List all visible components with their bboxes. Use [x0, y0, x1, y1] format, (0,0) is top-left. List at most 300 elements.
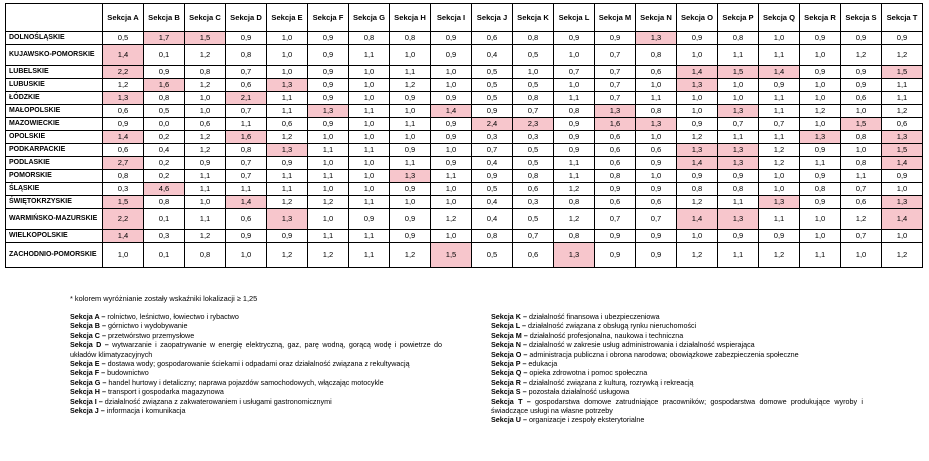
table-row [6, 45, 923, 66]
value-cell: 0,5 [513, 79, 554, 92]
value-cell: 1,1 [759, 92, 800, 105]
value-cell: 1,0 [431, 144, 472, 157]
column-header: Sekcja K [513, 4, 554, 32]
table-row [6, 118, 923, 131]
value-cell: 0,8 [718, 183, 759, 196]
value-cell: 0,6 [595, 144, 636, 157]
value-cell: 0,9 [226, 230, 267, 243]
value-cell: 1,2 [390, 79, 431, 92]
value-cell: 1,1 [554, 92, 595, 105]
value-cell: 1,0 [800, 230, 841, 243]
value-cell: 1,0 [718, 92, 759, 105]
value-cell: 1,4 [103, 230, 144, 243]
legend-item [491, 312, 863, 321]
value-cell: 0,9 [677, 32, 718, 45]
value-cell: 1,3 [636, 118, 677, 131]
highlight-note: * kolorem wyróżnianie zostały wskaźniki lokalizacji ≥ 1,25 [70, 294, 258, 303]
table-row [6, 196, 923, 209]
value-cell: 2,4 [472, 118, 513, 131]
value-cell: 1,0 [800, 79, 841, 92]
value-cell: 0,9 [595, 243, 636, 268]
column-header: Sekcja J [472, 4, 513, 32]
value-cell: 0,9 [841, 79, 882, 92]
value-cell: 4,6 [144, 183, 185, 196]
value-cell: 1,2 [267, 131, 308, 144]
value-cell: 1,0 [677, 105, 718, 118]
value-cell: 0,7 [718, 118, 759, 131]
column-header: Sekcja L [554, 4, 595, 32]
legend-key: Sekcja Q – [491, 368, 528, 378]
value-cell: 1,3 [636, 32, 677, 45]
region-cell: DOLNOŚLĄSKIE [6, 32, 103, 45]
table-row [6, 157, 923, 170]
table-header-row [6, 4, 923, 32]
value-cell: 0,6 [841, 196, 882, 209]
value-cell: 0,6 [267, 118, 308, 131]
value-cell: 0,8 [554, 230, 595, 243]
value-cell: 1,3 [800, 131, 841, 144]
value-cell: 0,8 [718, 32, 759, 45]
legend-key: Sekcja C – [70, 330, 106, 340]
legend-key: Sekcja B – [70, 321, 106, 331]
value-cell: 0,6 [636, 196, 677, 209]
table-row [6, 79, 923, 92]
value-cell: 1,1 [759, 105, 800, 118]
value-cell: 1,1 [759, 131, 800, 144]
value-cell: 1,3 [759, 196, 800, 209]
value-cell: 0,9 [226, 32, 267, 45]
region-cell: PODLASKIE [6, 157, 103, 170]
value-cell: 1,1 [267, 92, 308, 105]
value-cell: 1,1 [349, 196, 390, 209]
column-header: Sekcja M [595, 4, 636, 32]
value-cell: 1,0 [349, 118, 390, 131]
value-cell: 0,7 [595, 45, 636, 66]
value-cell: 1,3 [882, 196, 923, 209]
legend-text: działalność finansowa i ubezpieczeniowa [526, 312, 660, 321]
value-cell: 1,5 [882, 66, 923, 79]
legend-item [491, 321, 863, 330]
value-cell: 0,8 [677, 183, 718, 196]
value-cell: 0,3 [513, 196, 554, 209]
value-cell: 2,2 [103, 209, 144, 230]
table-row [6, 105, 923, 118]
value-cell: 0,9 [718, 170, 759, 183]
column-header: Sekcja T [882, 4, 923, 32]
value-cell: 0,9 [800, 144, 841, 157]
value-cell: 1,2 [554, 209, 595, 230]
value-cell: 1,0 [308, 183, 349, 196]
region-cell: LUBELSKIE [6, 66, 103, 79]
value-cell: 0,9 [308, 79, 349, 92]
value-cell: 1,1 [267, 170, 308, 183]
value-cell: 1,3 [390, 170, 431, 183]
value-cell: 0,5 [144, 105, 185, 118]
value-cell: 0,6 [636, 144, 677, 157]
value-cell: 0,9 [431, 118, 472, 131]
value-cell: 1,3 [554, 243, 595, 268]
value-cell: 0,5 [472, 66, 513, 79]
value-cell: 1,6 [226, 131, 267, 144]
table-row [6, 92, 923, 105]
value-cell: 1,0 [882, 230, 923, 243]
value-cell: 0,7 [595, 92, 636, 105]
value-cell: 1,1 [226, 183, 267, 196]
column-header: Sekcja D [226, 4, 267, 32]
value-cell: 0,1 [144, 243, 185, 268]
value-cell: 1,4 [226, 196, 267, 209]
value-cell: 1,3 [267, 144, 308, 157]
legend-item [70, 312, 442, 321]
value-cell: 0,8 [595, 170, 636, 183]
value-cell: 0,7 [841, 230, 882, 243]
value-cell: 1,0 [677, 92, 718, 105]
value-cell: 1,0 [431, 196, 472, 209]
legend-text: opieka zdrowotna i pomoc społeczna [527, 368, 648, 378]
legend-text: rolnictwo, leśnictwo, łowiectwo i rybactwo [105, 312, 239, 321]
legend-text: wytwarzanie i zaopatrywanie w energię elektryczną, gaz, parę wodną, gorącą wodę i powietrze do układów klimatyzacyjnych [70, 340, 442, 359]
value-cell: 1,0 [185, 105, 226, 118]
region-cell: PODKARPACKIE [6, 144, 103, 157]
value-cell: 0,6 [636, 66, 677, 79]
legend-item [70, 378, 442, 387]
value-cell: 1,0 [431, 66, 472, 79]
value-cell: 0,8 [841, 131, 882, 144]
value-cell: 0,6 [882, 118, 923, 131]
section-legend-left [70, 312, 442, 415]
value-cell: 0,6 [595, 196, 636, 209]
value-cell: 0,9 [431, 92, 472, 105]
value-cell: 0,9 [431, 32, 472, 45]
value-cell: 1,2 [677, 196, 718, 209]
value-cell: 1,5 [103, 196, 144, 209]
value-cell: 0,2 [144, 170, 185, 183]
column-header: Sekcja N [636, 4, 677, 32]
value-cell: 1,1 [390, 157, 431, 170]
legend-key: Sekcja H – [70, 387, 106, 397]
legend-key: Sekcja U – [491, 415, 527, 425]
legend-item [491, 331, 863, 340]
value-cell: 0,9 [308, 45, 349, 66]
value-cell: 1,0 [636, 79, 677, 92]
value-cell: 1,0 [759, 170, 800, 183]
value-cell: 1,7 [144, 32, 185, 45]
value-cell: 1,3 [718, 144, 759, 157]
value-cell: 1,1 [431, 170, 472, 183]
value-cell: 1,2 [800, 105, 841, 118]
region-cell: MAZOWIECKIE [6, 118, 103, 131]
value-cell: 1,0 [677, 45, 718, 66]
value-cell: 0,4 [144, 144, 185, 157]
column-header: Sekcja O [677, 4, 718, 32]
value-cell: 0,6 [103, 144, 144, 157]
value-cell: 1,2 [759, 157, 800, 170]
value-cell: 1,0 [841, 144, 882, 157]
value-cell: 1,0 [349, 170, 390, 183]
value-cell: 0,7 [226, 105, 267, 118]
value-cell: 0,5 [513, 209, 554, 230]
value-cell: 0,5 [472, 183, 513, 196]
column-header: Sekcja A [103, 4, 144, 32]
value-cell: 0,7 [513, 230, 554, 243]
legend-key: Sekcja F – [70, 368, 106, 378]
table-row [6, 183, 923, 196]
value-cell: 0,7 [554, 66, 595, 79]
value-cell: 1,2 [759, 243, 800, 268]
value-cell: 1,2 [308, 243, 349, 268]
value-cell: 0,0 [144, 118, 185, 131]
value-cell: 1,1 [841, 170, 882, 183]
legend-key: Sekcja T – [491, 396, 531, 406]
value-cell: 0,8 [144, 196, 185, 209]
value-cell: 1,1 [718, 243, 759, 268]
value-cell: 1,4 [677, 209, 718, 230]
value-cell: 1,1 [349, 45, 390, 66]
value-cell: 1,0 [431, 183, 472, 196]
legend-item [70, 321, 442, 330]
value-cell: 1,3 [677, 144, 718, 157]
value-cell: 0,9 [267, 157, 308, 170]
value-cell: 1,1 [718, 45, 759, 66]
value-cell: 0,9 [472, 170, 513, 183]
value-cell: 0,7 [226, 66, 267, 79]
legend-text: budownictwo [105, 368, 149, 378]
value-cell: 1,2 [185, 131, 226, 144]
region-cell: LUBUSKIE [6, 79, 103, 92]
value-cell: 1,1 [554, 170, 595, 183]
value-cell: 0,8 [513, 32, 554, 45]
value-cell: 1,0 [349, 157, 390, 170]
value-cell: 0,9 [800, 32, 841, 45]
value-cell: 0,7 [472, 144, 513, 157]
legend-text: górnictwo i wydobywanie [105, 321, 188, 331]
legend-item [70, 406, 442, 415]
value-cell: 0,7 [513, 105, 554, 118]
value-cell: 0,9 [472, 105, 513, 118]
table-row [6, 66, 923, 79]
value-cell: 0,8 [554, 105, 595, 118]
value-cell: 0,8 [841, 157, 882, 170]
legend-item [491, 359, 863, 368]
value-cell: 1,0 [554, 45, 595, 66]
value-cell: 1,1 [267, 183, 308, 196]
column-header: Sekcja H [390, 4, 431, 32]
column-header: Sekcja I [431, 4, 472, 32]
legend-text: przetwórstwo przemysłowe [105, 330, 195, 340]
value-cell: 0,8 [636, 105, 677, 118]
value-cell: 0,7 [636, 209, 677, 230]
column-header: Sekcja E [267, 4, 308, 32]
value-cell: 1,1 [267, 105, 308, 118]
value-cell: 0,9 [431, 131, 472, 144]
value-cell: 1,0 [349, 131, 390, 144]
value-cell: 0,6 [103, 105, 144, 118]
value-cell: 0,9 [882, 32, 923, 45]
legend-item [491, 387, 863, 396]
legend-key: Sekcja I – [70, 396, 103, 406]
value-cell: 1,0 [226, 243, 267, 268]
value-cell: 0,3 [144, 230, 185, 243]
value-cell: 0,6 [513, 243, 554, 268]
value-cell: 1,2 [390, 243, 431, 268]
table-row [6, 144, 923, 157]
value-cell: 0,6 [226, 79, 267, 92]
legend-key: Sekcja K – [491, 312, 527, 321]
value-cell: 1,0 [308, 209, 349, 230]
legend-text: transport i gospodarka magazynowa [105, 387, 224, 397]
table-row [6, 131, 923, 144]
value-cell: 1,5 [431, 243, 472, 268]
value-cell: 1,2 [841, 45, 882, 66]
legend-item [70, 331, 442, 340]
legend-key: Sekcja M – [491, 330, 528, 340]
value-cell: 1,1 [349, 230, 390, 243]
value-cell: 0,5 [513, 45, 554, 66]
value-cell: 1,0 [267, 66, 308, 79]
column-header: Sekcja G [349, 4, 390, 32]
value-cell: 0,9 [308, 32, 349, 45]
value-cell: 1,1 [308, 170, 349, 183]
legend-key: Sekcja P – [491, 359, 527, 369]
legend-key: Sekcja S – [491, 387, 527, 397]
value-cell: 1,4 [677, 66, 718, 79]
value-cell: 1,0 [185, 92, 226, 105]
legend-key: Sekcja R – [491, 377, 527, 387]
value-cell: 0,8 [554, 196, 595, 209]
value-cell: 0,6 [595, 157, 636, 170]
region-cell: POMORSKIE [6, 170, 103, 183]
legend-text: administracja publiczna i obrona narodowa; obowiązkowe zabezpieczenia społeczne [527, 349, 799, 359]
value-cell: 1,0 [390, 45, 431, 66]
legend-text: edukacja [526, 359, 558, 369]
table-body [6, 32, 923, 268]
value-cell: 1,0 [349, 66, 390, 79]
value-cell: 1,0 [267, 32, 308, 45]
legend-item [491, 340, 863, 349]
value-cell: 1,2 [267, 196, 308, 209]
value-cell: 1,1 [759, 45, 800, 66]
value-cell: 1,0 [390, 105, 431, 118]
value-cell: 1,0 [431, 230, 472, 243]
region-cell: WIELKOPOLSKIE [6, 230, 103, 243]
value-cell: 0,9 [144, 66, 185, 79]
value-cell: 0,7 [595, 79, 636, 92]
value-cell: 1,1 [349, 105, 390, 118]
value-cell: 0,4 [472, 45, 513, 66]
region-cell: OPOLSKIE [6, 131, 103, 144]
legend-text: gospodarstwa domowe zatrudniające pracowników; gospodarstwa domowe produkujące wyroby i świadczące usługi na własne potrzeby [491, 396, 863, 416]
column-header: Sekcja R [800, 4, 841, 32]
value-cell: 1,4 [882, 157, 923, 170]
value-cell: 1,6 [144, 79, 185, 92]
value-cell: 1,2 [185, 79, 226, 92]
value-cell: 0,2 [144, 131, 185, 144]
value-cell: 0,9 [103, 118, 144, 131]
column-header: Sekcja S [841, 4, 882, 32]
value-cell: 0,6 [185, 118, 226, 131]
value-cell: 0,4 [472, 157, 513, 170]
value-cell: 1,0 [554, 79, 595, 92]
value-cell: 1,5 [841, 118, 882, 131]
value-cell: 1,2 [841, 209, 882, 230]
value-cell: 1,0 [185, 196, 226, 209]
table-row [6, 243, 923, 268]
region-cell: MAŁOPOLSKIE [6, 105, 103, 118]
legend-item [70, 397, 442, 406]
value-cell: 0,8 [226, 45, 267, 66]
column-header: Sekcja P [718, 4, 759, 32]
value-cell: 0,8 [185, 243, 226, 268]
value-cell: 0,3 [103, 183, 144, 196]
value-cell: 1,1 [185, 209, 226, 230]
value-cell: 0,8 [144, 92, 185, 105]
value-cell: 0,9 [677, 170, 718, 183]
value-cell: 1,1 [349, 243, 390, 268]
value-cell: 1,0 [759, 32, 800, 45]
value-cell: 1,0 [513, 66, 554, 79]
value-cell: 1,0 [882, 183, 923, 196]
value-cell: 1,6 [595, 118, 636, 131]
legend-text: informacja i komunikacja [104, 406, 186, 416]
value-cell: 1,1 [185, 170, 226, 183]
column-header: Sekcja C [185, 4, 226, 32]
value-cell: 0,8 [103, 170, 144, 183]
value-cell: 1,2 [185, 144, 226, 157]
value-cell: 0,9 [185, 157, 226, 170]
value-cell: 0,6 [513, 183, 554, 196]
value-cell: 1,0 [103, 243, 144, 268]
column-header: Sekcja Q [759, 4, 800, 32]
value-cell: 1,0 [308, 131, 349, 144]
column-header: Sekcja F [308, 4, 349, 32]
value-cell: 0,3 [472, 131, 513, 144]
value-cell: 1,0 [390, 196, 431, 209]
value-cell: 0,9 [759, 79, 800, 92]
value-cell: 1,5 [882, 144, 923, 157]
value-cell: 0,9 [390, 209, 431, 230]
value-cell: 1,3 [882, 131, 923, 144]
value-cell: 1,1 [226, 118, 267, 131]
legend-text: działalność związana z obsługą rynku nieruchomości [526, 321, 697, 331]
region-cell: ŚLĄSKIE [6, 183, 103, 196]
legend-text: organizacje i zespoły eksterytorialne [526, 415, 645, 425]
value-cell: 1,2 [431, 209, 472, 230]
value-cell: 0,9 [800, 170, 841, 183]
column-header: Sekcja B [144, 4, 185, 32]
value-cell: 0,9 [636, 230, 677, 243]
value-cell: 1,1 [800, 157, 841, 170]
region-cell: ŚWIĘTOKRZYSKIE [6, 196, 103, 209]
value-cell: 0,9 [841, 66, 882, 79]
value-cell: 0,9 [554, 32, 595, 45]
value-cell: 1,4 [882, 209, 923, 230]
value-cell: 0,5 [513, 157, 554, 170]
value-cell: 1,2 [308, 196, 349, 209]
table-row [6, 32, 923, 45]
value-cell: 1,0 [636, 170, 677, 183]
value-cell: 0,9 [267, 230, 308, 243]
value-cell: 0,9 [800, 196, 841, 209]
legend-text: pozostała działalność usługowa [526, 387, 630, 397]
legend-key: Sekcja N – [491, 340, 527, 350]
value-cell: 0,9 [349, 209, 390, 230]
value-cell: 1,0 [677, 230, 718, 243]
value-cell: 1,4 [103, 131, 144, 144]
table-row [6, 209, 923, 230]
value-cell: 0,7 [226, 170, 267, 183]
value-cell: 1,1 [308, 144, 349, 157]
value-cell: 1,0 [308, 157, 349, 170]
